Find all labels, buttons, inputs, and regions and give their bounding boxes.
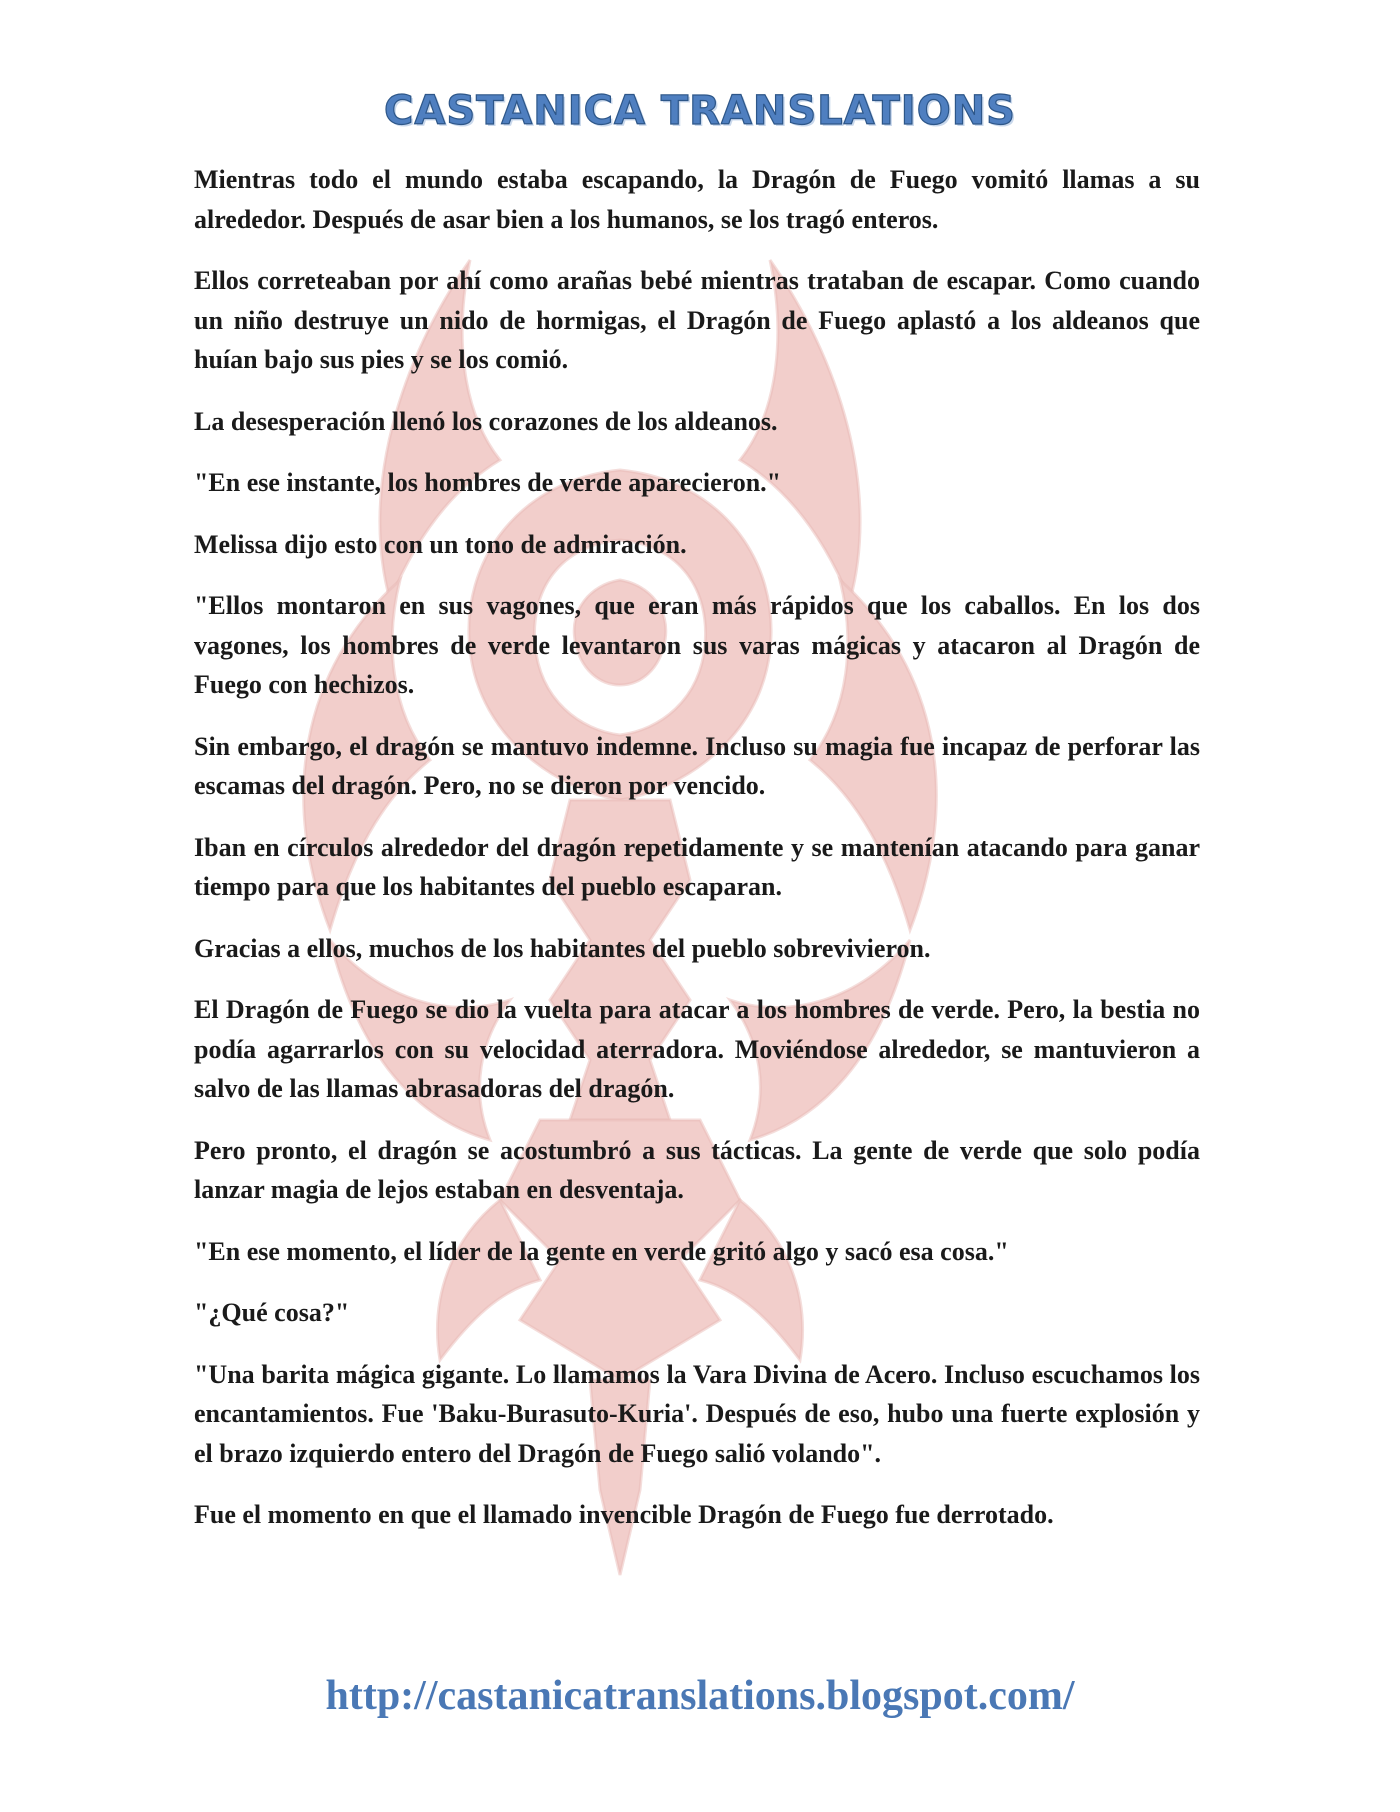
- paragraph: El Dragón de Fuego se dio la vuelta para atacar a los hombres de verde. Pero, la bestia no podía agarrarlos con su velocidad aterradora. Moviéndose alrededor, se mantuvieron a salvo de las llamas abrasadoras del dragón.: [194, 995, 1200, 1103]
- paragraph: La desesperación llenó los corazones de los aldeanos.: [194, 406, 778, 436]
- paragraph: "En ese instante, los hombres de verde aparecieron.": [194, 468, 782, 497]
- paragraph: "Una barita mágica gigante. Lo llamamos la Vara Divina de Acero. Incluso escuchamos los encantamientos. Fue 'Baku-Burasuto-Kuria'. Después de eso, hubo una fuerte explosión y el brazo izquierdo entero del Dragón de Fuego salió volando".: [194, 1359, 1200, 1468]
- paragraph: Gracias a ellos, muchos de los habitantes del pueblo sobrevivieron.: [194, 933, 931, 963]
- paragraph: Iban en círculos alrededor del dragón repetidamente y se mantenían atacando para ganar tiempo para que los habitantes del pueblo escaparan.: [194, 832, 1200, 901]
- paragraph: Mientras todo el mundo estaba escapando, la Dragón de Fuego vomitó llamas a su alrededor. Después de asar bien a los humanos, se los tragó enteros.: [194, 165, 1200, 234]
- footer-url: http://castanicatranslations.blogspot.com/: [325, 1673, 1075, 1719]
- paragraph: Sin embargo, el dragón se mantuvo indemne. Incluso su magia fue incapaz de perforar las escamas del dragón. Pero, no se dieron por vencido.: [194, 731, 1200, 800]
- chapter-text: [194, 160, 1200, 1557]
- site-title: CASTANICA TRANSLATIONS: [384, 88, 1016, 134]
- paragraph: "¿Qué cosa?": [194, 1298, 350, 1327]
- paragraph: "En ese momento, el líder de la gente en verde gritó algo y sacó esa cosa.": [194, 1236, 1009, 1266]
- paragraph: Pero pronto, el dragón se acostumbró a sus tácticas. La gente de verde que solo podía lanzar magia de lejos estaban en desventaja.: [194, 1135, 1200, 1204]
- paragraph: "Ellos montaron en sus vagones, que eran más rápidos que los caballos. En los dos vagones, los hombres de verde levantaron sus varas mágicas y atacaron al Dragón de Fuego con hechizos.: [194, 591, 1200, 699]
- paragraph: Ellos correteaban por ahí como arañas bebé mientras trataban de escapar. Como cuando un niño destruye un nido de hormigas, el Dragón de Fuego aplastó a los aldeanos que huían bajo sus pies y se los comió.: [194, 266, 1200, 374]
- paragraph: Fue el momento en que el llamado invencible Dragón de Fuego fue derrotado.: [194, 1500, 1054, 1529]
- paragraph: Melissa dijo esto con un tono de admiración.: [194, 529, 687, 559]
